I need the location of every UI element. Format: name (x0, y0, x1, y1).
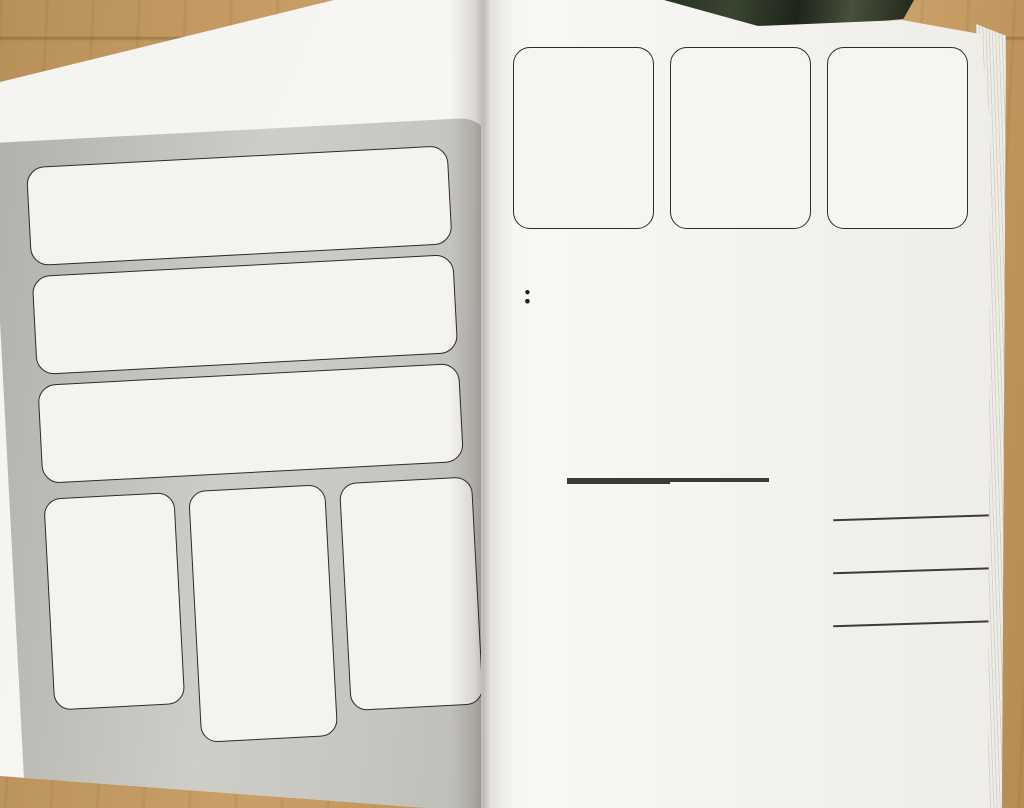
weapon-card (513, 47, 654, 229)
location-name (203, 548, 316, 554)
location-cards-row (43, 474, 522, 750)
location-card (188, 484, 338, 743)
puzzle-header (25, 14, 462, 77)
suspects-locations-panel (0, 117, 528, 808)
suspect-card (32, 254, 459, 375)
suspect-description (164, 300, 442, 315)
clues-list (519, 284, 977, 293)
grid-row-icons (533, 478, 567, 484)
grid-row-group-labels (513, 478, 533, 484)
suspect-stats (159, 200, 437, 215)
location-type (59, 556, 166, 562)
row-group-locaties (513, 579, 527, 682)
solve-area (513, 472, 983, 772)
weapon-card (827, 47, 968, 229)
suspect-card (37, 363, 464, 484)
location-type (354, 540, 463, 546)
suspect-description (170, 409, 448, 424)
suspect-description (158, 191, 436, 206)
location-name (354, 540, 463, 546)
suspect-stats (170, 418, 448, 433)
location-card (339, 476, 484, 711)
location-name (59, 556, 166, 562)
row-group-wapens (513, 480, 527, 577)
magnifier-icon (41, 46, 64, 69)
location-description (204, 553, 317, 559)
suspect-card (26, 145, 453, 266)
weapon-cards-row (513, 47, 968, 229)
location-description (59, 561, 166, 567)
weapon-card (670, 47, 811, 229)
grid-bottom-block (567, 482, 670, 484)
location-description (355, 562, 464, 568)
location-type (203, 548, 316, 554)
location-card (43, 492, 185, 711)
suspect-stats (164, 309, 442, 324)
logic-grid (513, 472, 769, 484)
